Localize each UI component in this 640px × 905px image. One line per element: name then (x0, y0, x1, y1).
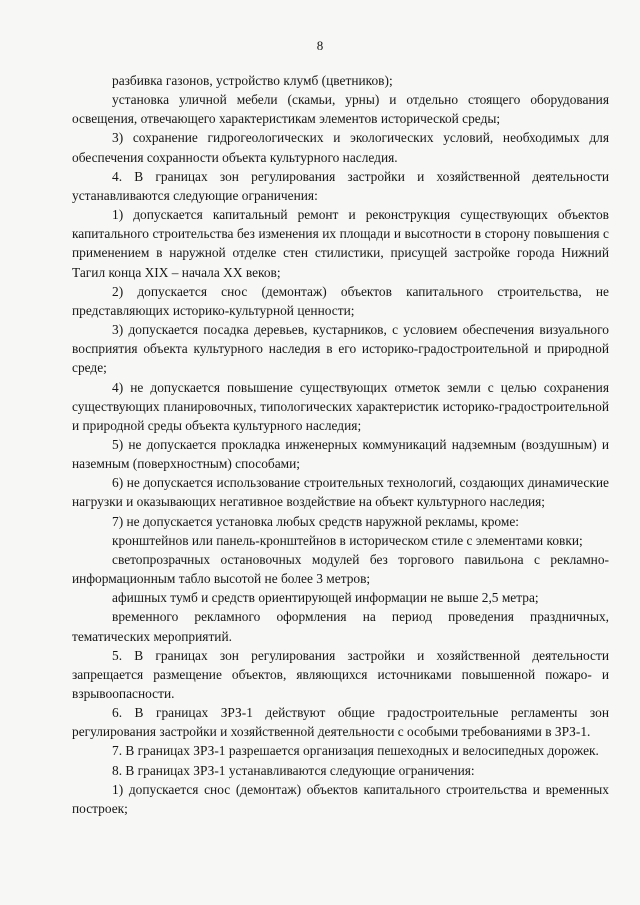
document-body (72, 71, 609, 818)
paragraph: 6) не допускается использование строительных технологий, создающих динамические нагрузки и оказывающих негативное воздействие на объект культурного наследия; (72, 475, 609, 510)
paragraph: афишных тумб и средств ориентирующей информации не выше 2,5 метра; (112, 590, 539, 606)
paragraph: светопрозрачных остановочных модулей без торгового павильона с рекламно-информационным табло высотой не более 3 метров; (72, 551, 609, 587)
paragraph: кронштейнов или панель-кронштейнов в историческом стиле с элементами ковки; (112, 532, 583, 548)
paragraph: 8. В границах ЗРЗ-1 устанавливаются следующие ограничения: (112, 762, 475, 778)
paragraph: 5. В границах зон регулирования застройки и хозяйственной деятельности запрещается размещение объектов, являющихся источниками повышенной пожаро- и взрывоопасности. (72, 647, 609, 701)
paragraph: 3) сохранение гидрогеологических и экологических условий, необходимых для обеспечения сохранности объекта культурного наследия. (72, 130, 609, 165)
paragraph: 1) допускается капитальный ремонт и реконструкция существующих объектов капитального строительства без изменения их площади и высотности в сторону повышения с применением в наружной отделке стен стилистики, присущей застройке города Нижний Тагил конца XIX – начала XX веков; (72, 207, 609, 280)
paragraph: 2) допускается снос (демонтаж) объектов капитального строительства, не представляющих историко-культурной ценности; (72, 283, 609, 318)
paragraph: установка уличной мебели (скамьи, урны) и отдельно стоящего оборудования освещения, отвечающего характеристикам элементов исторической среды; (72, 92, 609, 127)
paragraph: 7) не допускается установка любых средств наружной рекламы, кроме: (112, 513, 520, 529)
paragraph: 5) не допускается прокладка инженерных коммуникаций надземным (воздушным) и наземным (поверхностным) способами; (72, 436, 609, 472)
paragraph: временного рекламного оформления на период проведения праздничных, тематических мероприятий. (72, 609, 609, 644)
paragraph: 4) не допускается повышение существующих отметок земли с целью сохранения существующих планировочных, типологических характеристик историко-градостроительной и природной среды объекта культурного наследия; (72, 379, 609, 433)
paragraph: 4. В границах зон регулирования застройки и хозяйственной деятельности устанавливаются следующие ограничения: (72, 168, 609, 203)
paragraph: 7. В границах ЗРЗ-1 разрешается организация пешеходных и велосипедных дорожек. (112, 743, 599, 759)
paragraph: разбивка газонов, устройство клумб (цветников); (112, 73, 393, 88)
paragraph: 6. В границах ЗРЗ-1 действуют общие градостроительные регламенты зон регулирования застройки и хозяйственной деятельности с особыми требованиями в ЗРЗ-1. (72, 705, 609, 740)
page-number: 8 (316, 38, 324, 53)
paragraph: 3) допускается посадка деревьев, кустарников, с условием обеспечения визуального восприятия объекта культурного наследия в его историко-градостроительной и природной среде; (72, 322, 609, 376)
paragraph: 1) допускается снос (демонтаж) объектов капитального строительства и временных построек; (72, 781, 609, 816)
